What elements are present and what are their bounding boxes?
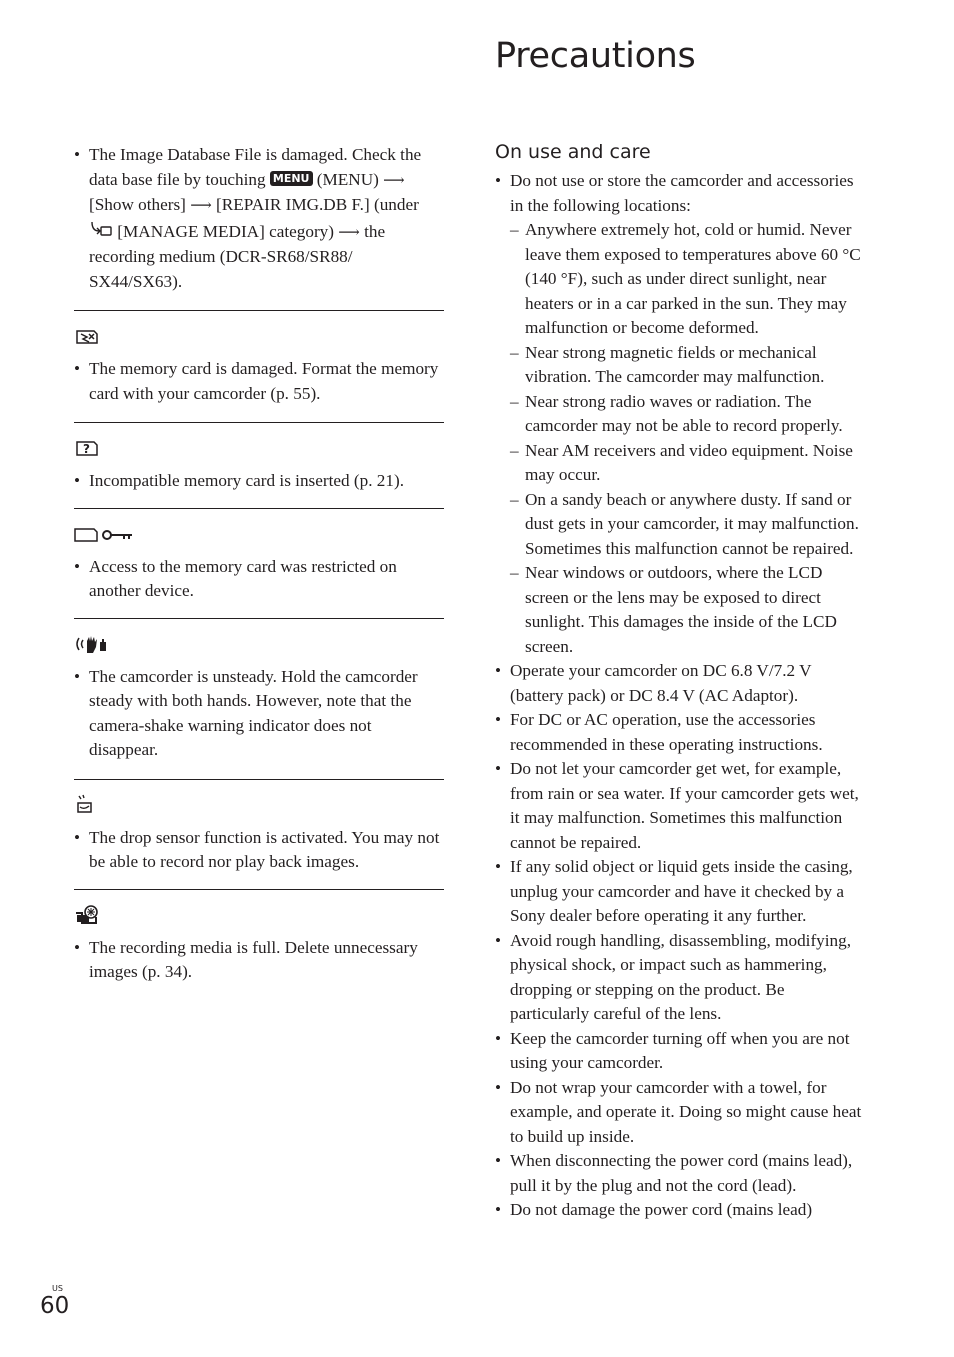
error-block-drop-sensor <box>74 780 444 890</box>
error-block-media-full <box>74 890 444 985</box>
right-column <box>495 141 867 1223</box>
error-block-camera-shake <box>74 619 444 780</box>
intro-bullet: • The Image Database File is damaged. Check the data base file by touching MENU (MENU) ⟶ [Show others] ⟶ [REPAIR IMG.DB F.] (under [MANAGE MEDIA] category) ⟶ the recording medium (DCR-SR68/SR88/ SX44/SX63). <box>74 143 444 294</box>
section-heading: On use and care <box>495 141 651 163</box>
list-item: • Do not damage the power cord (mains lead) <box>495 1198 867 1223</box>
media-full-icon <box>74 904 102 926</box>
list-item: • Do not use or store the camcorder and accessories in the following locations: <box>495 169 867 218</box>
left-column <box>74 143 444 985</box>
sub-list-item: – Near strong radio waves or radiation. The camcorder may not be able to record properly. <box>495 390 867 439</box>
intro-block <box>74 143 444 311</box>
list-item: • Do not wrap your camcorder with a towel, for example, and operate it. Doing so might cause heat to build up inside. <box>495 1076 867 1150</box>
list-item: • Avoid rough handling, disassembling, modifying, physical shock, or impact such as hammering, dropping or stepping on the product. Be particularly careful of the lens. <box>495 929 867 1027</box>
camera-shake-warning-icon <box>74 633 108 655</box>
list-item: • Access to the memory card was restricted on another device. <box>74 555 444 604</box>
sub-list-item: – Anywhere extremely hot, cold or humid. Never leave them exposed to temperatures above 60 °C (140 °F), such as under direct sunlight, near heaters or in a car parked in the sun. They may malfunction or become deformed. <box>495 218 867 341</box>
error-block-damaged-card <box>74 311 444 423</box>
sub-list-item: – Near strong magnetic fields or mechanical vibration. The camcorder may malfunction. <box>495 341 867 390</box>
sub-list-item: – Near windows or outdoors, where the LCD screen or the lens may be exposed to direct sunlight. This damages the inside of the LCD screen. <box>495 561 867 659</box>
damaged-memory-card-icon <box>74 326 100 346</box>
list-item: • When disconnecting the power cord (mains lead), pull it by the plug and not the cord (lead). <box>495 1149 867 1198</box>
page-region-code: US <box>52 1284 63 1293</box>
drop-sensor-icon <box>74 794 98 816</box>
error-block-restricted-card <box>74 509 444 619</box>
list-item: • Do not let your camcorder get wet, for example, from rain or sea water. If your camcorder gets wet, it may malfunction. Sometimes this malfunction cannot be repaired. <box>495 757 867 855</box>
list-item: • The camcorder is unsteady. Hold the camcorder steady with both hands. However, note that the camera-shake warning indicator does not disappear. <box>74 665 444 763</box>
arrow-right-icon: ⟶ <box>383 172 405 189</box>
menu-icon: MENU <box>270 171 313 186</box>
arrow-right-icon: ⟶ <box>338 224 360 241</box>
list-item: • Incompatible memory card is inserted (p. 21). <box>74 469 444 494</box>
manage-media-icon <box>89 219 113 239</box>
page-number: 60 <box>40 1293 70 1319</box>
svg-text:?: ? <box>83 442 90 456</box>
page-title: Precautions <box>495 36 696 76</box>
list-item: • The memory card is damaged. Format the memory card with your camcorder (p. 55). <box>74 357 444 406</box>
list-item: • If any solid object or liquid gets inside the casing, unplug your camcorder and have it checked by a Sony dealer before operating it any further. <box>495 855 867 929</box>
error-block-incompatible-card <box>74 423 444 509</box>
list-item: • The recording media is full. Delete unnecessary images (p. 34). <box>74 936 444 985</box>
list-item: • For DC or AC operation, use the accessories recommended in these operating instructions. <box>495 708 867 757</box>
arrow-right-icon: ⟶ <box>190 198 212 214</box>
list-item: • The drop sensor function is activated. You may not be able to record nor play back images. <box>74 826 444 875</box>
incompatible-memory-card-icon <box>74 438 100 458</box>
memory-card-restricted-icon <box>74 524 134 544</box>
sub-list-item: – Near AM receivers and video equipment. Noise may occur. <box>495 439 867 488</box>
list-item: • Operate your camcorder on DC 6.8 V/7.2 V (battery pack) or DC 8.4 V (AC Adaptor). <box>495 659 867 708</box>
list-item: • Keep the camcorder turning off when you are not using your camcorder. <box>495 1027 867 1076</box>
sub-list-item: – On a sandy beach or anywhere dusty. If sand or dust gets in your camcorder, it may malfunction. Sometimes this malfunction cannot be repaired. <box>495 488 867 562</box>
